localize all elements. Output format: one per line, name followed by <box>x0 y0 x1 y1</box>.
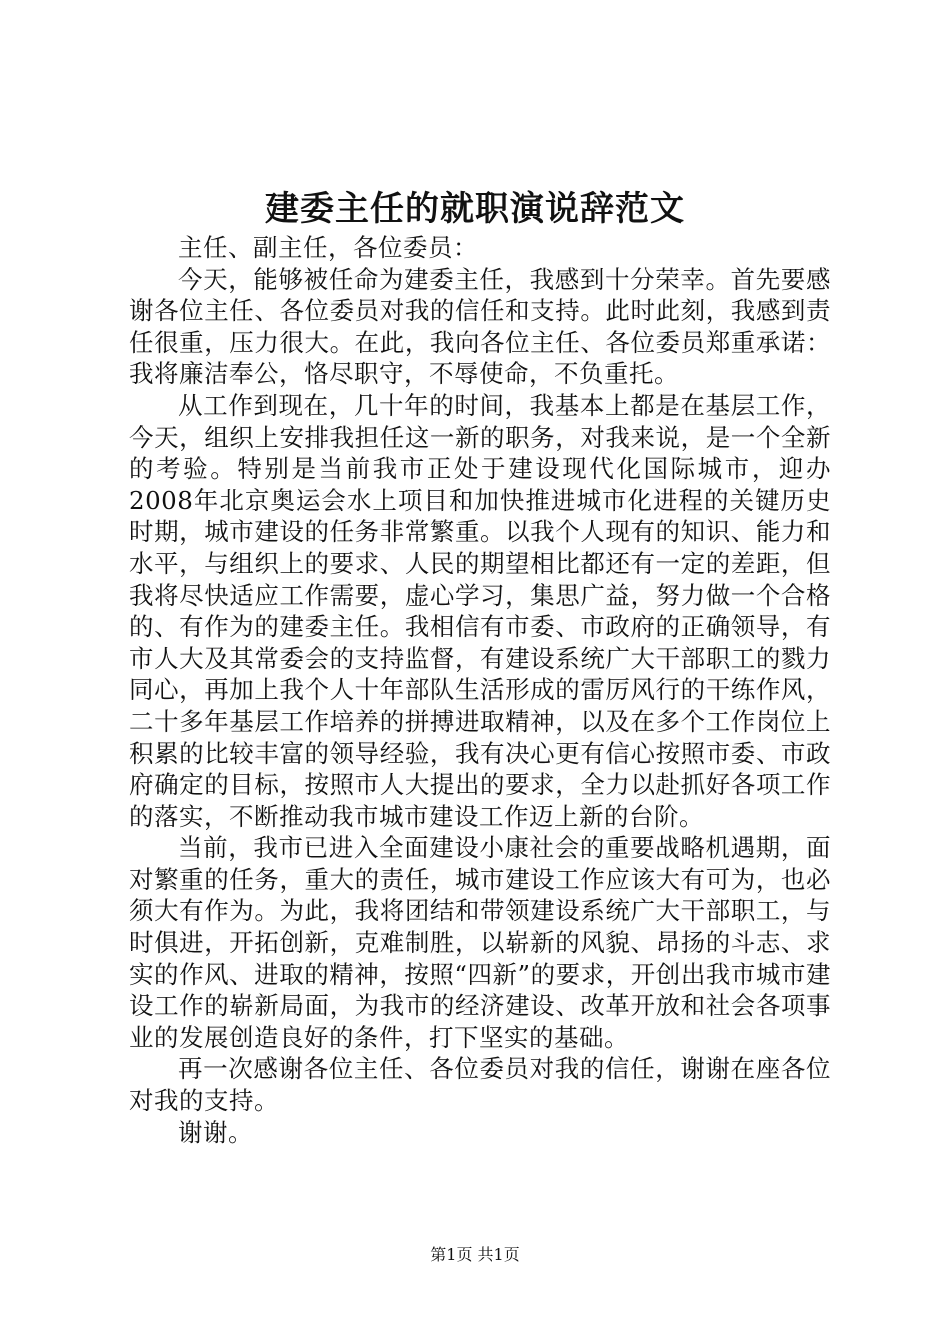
body-paragraph: 再一次感谢各位主任、各位委员对我的信任，谢谢在座各位对我的支持。 <box>129 1054 831 1116</box>
page-footer: 第1页 共1页 <box>430 1245 520 1264</box>
document-title: 建委主任的就职演说辞范文 <box>265 189 685 229</box>
closing-paragraph: 谢谢。 <box>178 1117 253 1147</box>
body-paragraph: 当前，我市已进入全面建设小康社会的重要战略机遇期，面对繁重的任务，重大的责任，城市建设工作应该大有可为，也必须大有作为。为此，我将团结和带领建设系统广大干部职工，与时俱进，开拓创新，克难制胜，以崭新的风貌、昂扬的斗志、求实的作风、进取的精神，按照“四新”的要求，开创出我市城市建设工作的崭新局面，为我市的经济建设、改革开放和社会各项事业的发展创造良好的条件，打下坚实的基础。 <box>129 833 831 1052</box>
body-paragraph: 今天，能够被任命为建委主任，我感到十分荣幸。首先要感谢各位主任、各位委员对我的信任和支持。此时此刻，我感到责任很重，压力很大。在此，我向各位主任、各位委员郑重承诺：我将廉洁奉公，恪尽职守，不辱使命，不负重托。 <box>129 264 831 389</box>
salutation-paragraph: 主任、副主任，各位委员： <box>178 233 478 262</box>
document-body <box>129 232 831 1148</box>
body-paragraph: 从工作到现在，几十年的时间，我基本上都是在基层工作，今天，组织上安排我担任这一新的职务，对我来说，是一个全新的考验。特别是当前我市正处于建设现代化国际城市，迎办2008年北京奥运会水上项目和加快推进城市化进程的关键历史时期，城市建设的任务非常繁重。以我个人现有的知识、能力和水平，与组织上的要求、人民的期望相比都还有一定的差距，但我将尽快适应工作需要，虚心学习，集思广益，努力做一个合格的、有作为的建委主任。我相信有市委、市政府的正确领导，有市人大及其常委会的支持监督，有建设系统广大干部职工的戮力同心，再加上我个人十年部队生活形成的雷厉风行的干练作风，二十多年基层工作培养的拼搏进取精神，以及在多个工作岗位上积累的比较丰富的领导经验，我有决心更有信心按照市委、市政府确定的目标，按照市人大提出的要求，全力以赴抓好各项工作的落实，不断推动我市城市建设工作迈上新的台阶。 <box>129 390 831 831</box>
